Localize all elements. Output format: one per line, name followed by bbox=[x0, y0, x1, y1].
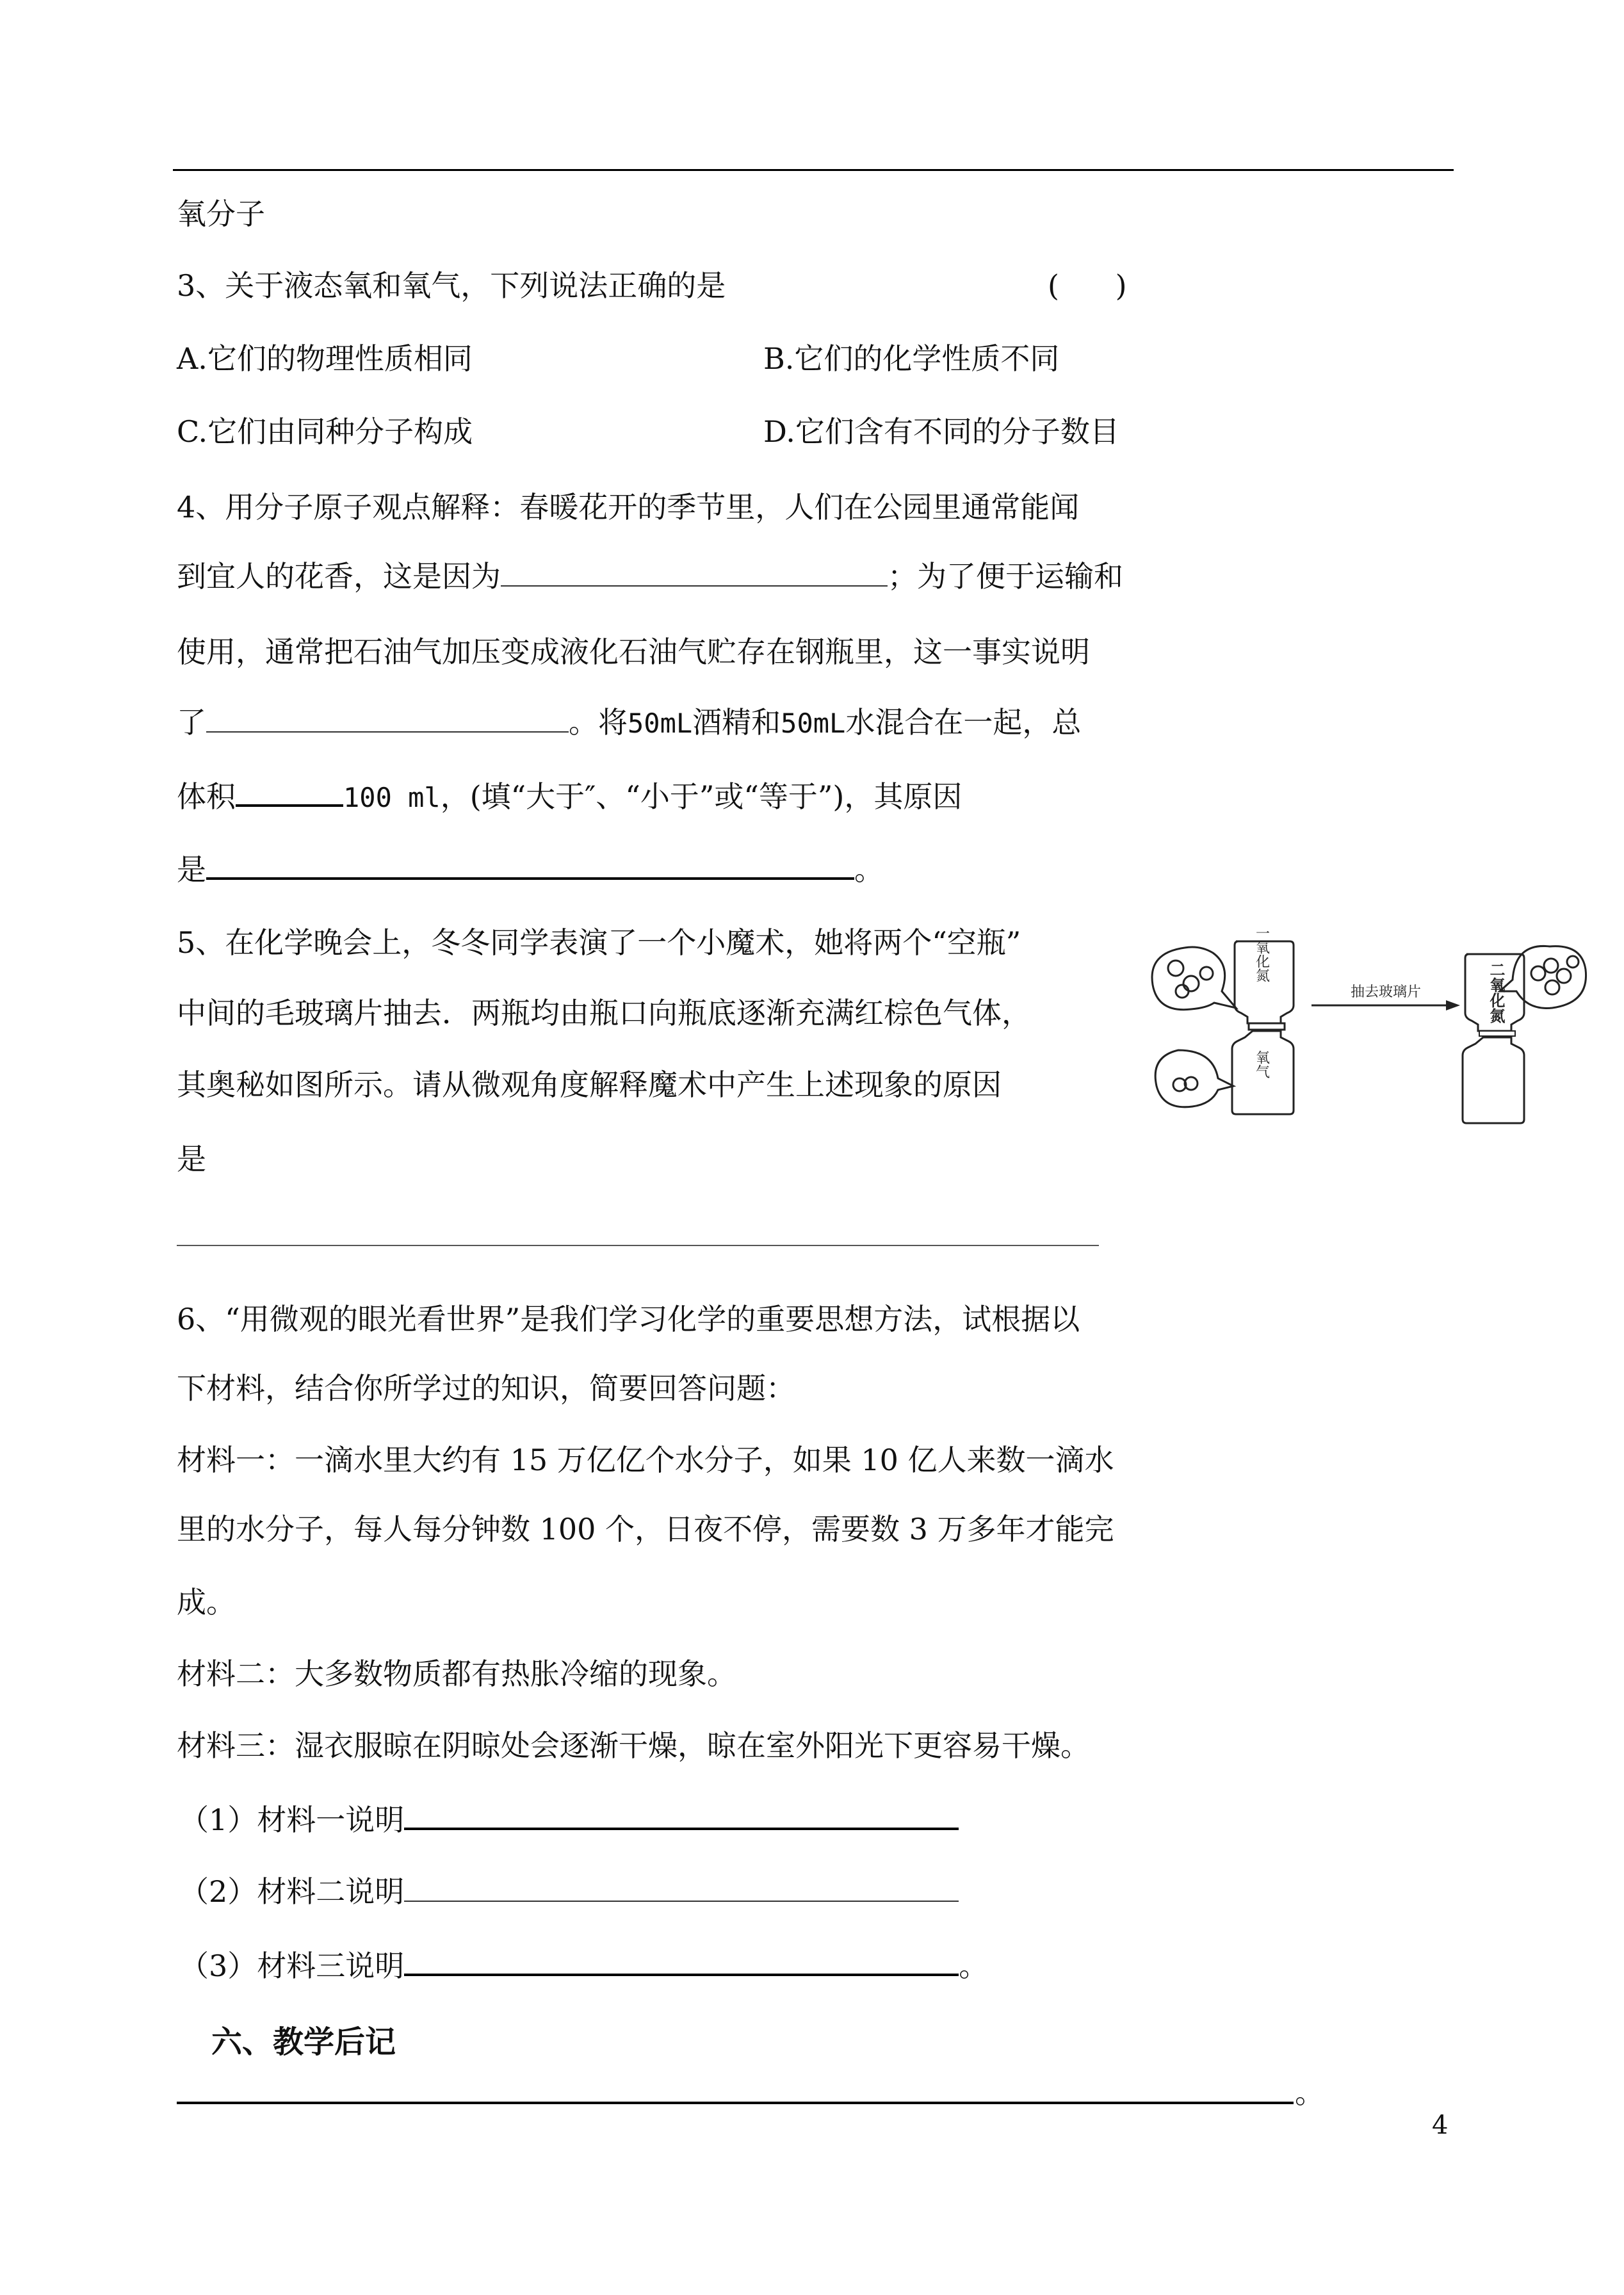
q3-answer-paren: ( ) bbox=[1048, 268, 1127, 303]
q6-answer-3-label: （3）材料三说明 bbox=[179, 1949, 405, 1983]
q6-answer-2 bbox=[179, 1872, 959, 1911]
q3-stem: 3、关于液态氧和氧气，下列说法正确的是 bbox=[177, 268, 726, 303]
q4-blank-2[interactable] bbox=[206, 703, 569, 733]
q6-blank-2[interactable] bbox=[404, 1872, 959, 1902]
arrow-head bbox=[1446, 1000, 1460, 1010]
q5-line4: 是 bbox=[177, 1142, 206, 1176]
q4-line4-text-b: 。将 bbox=[569, 705, 628, 740]
q4-line4-text-d: 酒精和 bbox=[692, 705, 781, 740]
q5-line3: 其奥秘如图所示。请从微观角度解释魔术中产生上述现象的原因 bbox=[177, 1067, 1002, 1102]
top-bottle-label: 一氧化氮 bbox=[1253, 926, 1270, 982]
q4-total-volume: 100 ml bbox=[343, 782, 441, 813]
q6-answer-3 bbox=[179, 1945, 988, 1985]
bubble-bottom-left bbox=[1155, 1050, 1233, 1107]
q6-material-2: 材料二：大多数物质都有热胀冷缩的现象。 bbox=[177, 1657, 736, 1691]
q4-line6-text-b: 。 bbox=[854, 852, 884, 887]
q4-volume-2: 50mL bbox=[781, 708, 846, 739]
q6-material-1-line2: 里的水分子，每人每分钟数 100 个，日夜不停，需要数 3 万多年才能完 bbox=[177, 1512, 1114, 1546]
q6-line1: 6、“用微观的眼光看世界”是我们学习化学的重要思想方法，试根据以 bbox=[177, 1302, 1080, 1336]
q4-line6 bbox=[177, 849, 884, 889]
bubble-top-left bbox=[1152, 947, 1236, 1010]
header-fragment: 氧分子 bbox=[177, 197, 265, 231]
q6-answer-2-label: （2）材料二说明 bbox=[179, 1874, 405, 1909]
q6-line2: 下材料，结合你所学过的知识，简要回答问题： bbox=[177, 1371, 795, 1406]
q6-blank-1[interactable] bbox=[404, 1799, 959, 1830]
q4-line4 bbox=[177, 703, 1081, 743]
q4-line5-text-a: 体积 bbox=[177, 779, 236, 814]
q6-material-3: 材料三：湿衣服晾在阴晾处会逐渐干燥，晾在室外阳光下更容易干燥。 bbox=[177, 1728, 1090, 1763]
page-number: 4 bbox=[1432, 2111, 1449, 2140]
q4-line2-text-b: ；为了便于运输和 bbox=[888, 559, 1123, 594]
q6-answer-1-label: （1）材料一说明 bbox=[179, 1803, 405, 1837]
q3-option-b: B.它们的化学性质不同 bbox=[763, 341, 1060, 376]
q4-line5-text-c: ，(填“大于″、“小于”或“等于”)，其原因 bbox=[440, 779, 962, 814]
q6-answer-1 bbox=[179, 1799, 959, 1839]
section-heading: 六、教学后记 bbox=[211, 2024, 396, 2060]
q4-blank-3[interactable] bbox=[236, 776, 343, 807]
q4-line3: 使用，通常把石油气加压变成液化石油气贮存在钢瓶里，这一事实说明 bbox=[177, 635, 1090, 669]
result-glass-rim bbox=[1479, 1031, 1515, 1036]
reflection-end-mark: 。 bbox=[1295, 2075, 1324, 2110]
q4-line2-text-a: 到宜人的花香，这是因为 bbox=[177, 559, 501, 594]
q5-figure-bottles bbox=[1140, 922, 1601, 1140]
bottle-result-bottom bbox=[1463, 1037, 1524, 1123]
q5-line1: 5、在化学晚会上，冬冬同学表演了一个小魔术，她将两个“空瓶” bbox=[177, 925, 1021, 960]
q3-option-c: C.它们由同种分子构成 bbox=[177, 414, 473, 449]
arrow-label: 抽去玻璃片 bbox=[1350, 984, 1422, 1000]
q4-line4-text-a: 了 bbox=[177, 705, 206, 740]
bottom-bottle-label: 氧气 bbox=[1253, 1050, 1270, 1078]
q5-answer-line[interactable] bbox=[177, 1245, 1099, 1246]
q4-line1: 4、用分子原子观点解释：春暖花开的季节里，人们在公园里通常能闻 bbox=[177, 490, 1080, 524]
q4-line6-text-a: 是 bbox=[177, 852, 206, 887]
q3-option-d: D.它们含有不同的分子数目 bbox=[763, 414, 1119, 449]
q5-line2: 中间的毛玻璃片抽去．两瓶均由瓶口向瓶底逐渐充满红棕色气体， bbox=[177, 996, 1031, 1030]
q4-line2 bbox=[177, 557, 1123, 596]
q6-blank-3[interactable] bbox=[404, 1945, 959, 1976]
header-rule bbox=[173, 169, 1454, 171]
q4-volume-1: 50mL bbox=[628, 708, 693, 739]
q3-option-a: A.它们的物理性质相同 bbox=[177, 341, 473, 376]
bubble-right bbox=[1500, 946, 1586, 1008]
glass-plate bbox=[1249, 1023, 1285, 1030]
q6-material-1-line1: 材料一：一滴水里大约有 15 万亿亿个水分子，如果 10 亿人来数一滴水 bbox=[177, 1443, 1114, 1477]
q4-line5 bbox=[177, 776, 962, 817]
q4-blank-1[interactable] bbox=[501, 557, 888, 587]
q6-answer-3-end: 。 bbox=[959, 1949, 989, 1983]
q4-line4-text-f: 水混合在一起，总 bbox=[845, 705, 1082, 740]
reflection-line[interactable] bbox=[177, 2102, 1294, 2104]
q6-material-1-line3: 成。 bbox=[177, 1585, 236, 1619]
result-bottle-label: 二氧化氮 bbox=[1487, 962, 1505, 1023]
q4-blank-4[interactable] bbox=[206, 849, 854, 880]
